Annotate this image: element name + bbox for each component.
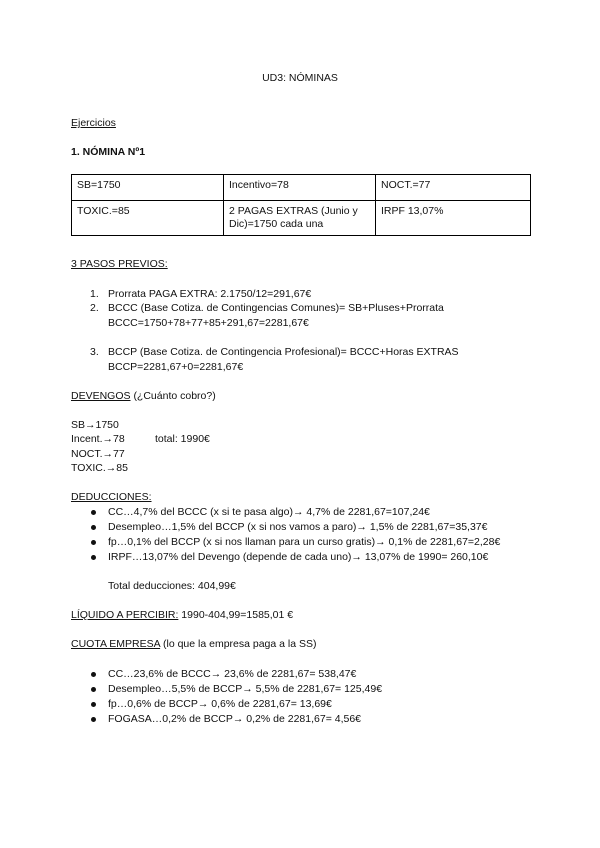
devengos-subtitle: (¿Cuánto cobro?) (133, 390, 216, 402)
bullet-icon (91, 525, 96, 530)
bullet-icon (91, 717, 96, 722)
list-number: 3. (90, 346, 99, 358)
page-title: UD3: NÓMINAS (262, 72, 338, 84)
devengos-line: TOXIC.→85 (71, 462, 128, 474)
cuota-heading: CUOTA EMPRESA (71, 638, 161, 650)
list-number: 2. (90, 302, 99, 314)
cuota-item: fp…0,6% de BCCP→ 0,6% de 2281,67= 13,69€ (108, 698, 332, 710)
bullet-icon (91, 702, 96, 707)
table-cell: IRPF 13,07% (376, 201, 531, 236)
deducciones-heading: DEDUCCIONES: (71, 491, 152, 503)
cuota-header (71, 638, 317, 650)
bullet-icon (91, 687, 96, 692)
cuota-item: FOGASA…0,2% de BCCP→ 0,2% de 2281,67= 4,56€ (108, 713, 362, 725)
deduccion-item: IRPF…13,07% del Devengo (depende de cada uno)→ 13,07% de 1990= 260,10€ (108, 551, 489, 563)
list-item: BCCC (Base Cotiza. de Contingencias Comunes)= SB+Pluses+Prorrata (108, 302, 444, 314)
table-row (72, 175, 531, 201)
section-label: Ejercicios (71, 117, 116, 129)
table-cell: 2 PAGAS EXTRAS (Junio y Dic)=1750 cada una (224, 201, 376, 236)
liquido-label: LÍQUIDO A PERCIBIR: (71, 609, 179, 621)
pasos-heading: 3 PASOS PREVIOS: (71, 258, 168, 270)
deduccion-item: CC…4,7% del BCCC (x si te pasa algo)→ 4,7% de 2281,67=107,24€ (108, 506, 430, 518)
cuota-item: Desempleo…5,5% de BCCP→ 5,5% de 2281,67= 125,49€ (108, 683, 383, 695)
table-cell: SB=1750 (72, 175, 224, 201)
bullet-icon (91, 510, 96, 515)
list-number: 1. (90, 288, 99, 300)
devengos-line: SB→1750 (71, 419, 119, 431)
table-cell: Incentivo=78 (224, 175, 376, 201)
exercise-heading: 1. NÓMINA Nº1 (71, 146, 146, 158)
devengos-line: Incent.→78 (71, 433, 125, 445)
liquido-value: 1990-404,99=1585,01 € (181, 609, 294, 621)
bullet-icon (91, 555, 96, 560)
liquido-line (71, 609, 293, 621)
devengos-header (71, 390, 216, 402)
list-item: BCCP (Base Cotiza. de Contingencia Profesional)= BCCC+Horas EXTRAS (108, 346, 459, 358)
list-item-continuation: BCCP=2281,67+0=2281,67€ (108, 361, 244, 373)
devengos-line: NOCT.→77 (71, 448, 125, 460)
table-row (72, 201, 531, 236)
cuota-subtitle: (lo que la empresa paga a la SS) (163, 638, 317, 650)
devengos-heading: DEVENGOS (71, 390, 131, 402)
bullet-icon (91, 672, 96, 677)
deduccion-item: Desempleo…1,5% del BCCP (x si nos vamos a paro)→ 1,5% de 2281,67=35,37€ (108, 521, 488, 533)
devengos-total: total: 1990€ (155, 433, 210, 445)
list-item-continuation: BCCC=1750+78+77+85+291,67=2281,67€ (108, 317, 309, 329)
cuota-item: CC…23,6% de BCCC→ 23,6% de 2281,67= 538,47€ (108, 668, 357, 680)
salary-table (71, 174, 531, 236)
deduccion-item: fp…0,1% del BCCP (x si nos llaman para un curso gratis)→ 0,1% de 2281,67=2,28€ (108, 536, 501, 548)
table-cell: NOCT.=77 (376, 175, 531, 201)
bullet-icon (91, 540, 96, 545)
list-item: Prorrata PAGA EXTRA: 2.1750/12=291,67€ (108, 288, 312, 300)
table-cell: TOXIC.=85 (72, 201, 224, 236)
deducciones-total: Total deducciones: 404,99€ (108, 580, 236, 592)
